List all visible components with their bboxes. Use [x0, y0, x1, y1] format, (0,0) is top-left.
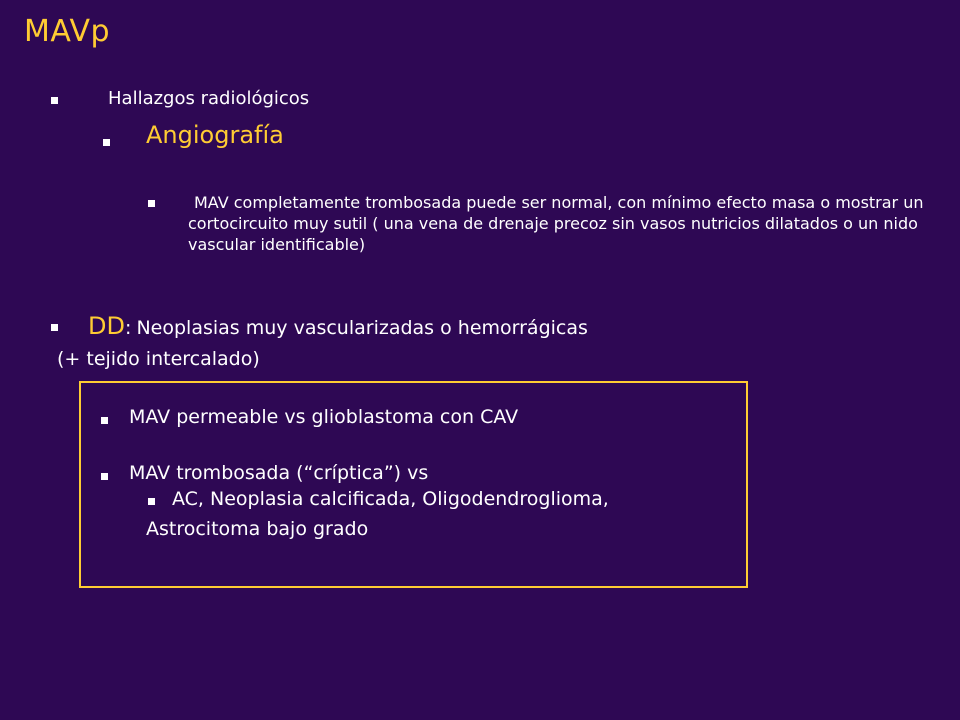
dd-continuation: (+ tejido intercalado)	[57, 348, 260, 370]
dd-label: DD	[88, 312, 125, 340]
bullet-square-icon	[51, 97, 58, 104]
bullet-square-icon	[101, 473, 108, 480]
slide-title: MAVp	[24, 14, 111, 49]
box-subitem-continuation: Astrocitoma bajo grado	[146, 518, 369, 540]
bullet-square-icon	[148, 498, 155, 505]
box-item-permeable: MAV permeable vs glioblastoma con CAV	[129, 406, 519, 428]
bullet-square-icon	[103, 139, 110, 146]
dd-line	[88, 312, 588, 340]
dd-text: Neoplasias muy vascularizadas o hemorrágicas	[136, 317, 588, 339]
bullet-square-icon	[148, 200, 155, 207]
box-subitem: AC, Neoplasia calcificada, Oligodendroglioma,	[172, 488, 609, 510]
subheading-angiografia: Angiografía	[146, 121, 284, 149]
box-item-trombosada: MAV trombosada (“críptica”) vs	[129, 462, 429, 484]
heading-hallazgos: Hallazgos radiológicos	[108, 88, 310, 109]
detail-paragraph: MAV completamente trombosada puede ser normal, con mínimo efecto masa o mostrar un cortocircuito muy sutil ( una vena de drenaje precoz sin vasos nutricios dilatados o un nido vascular identificable)	[188, 193, 924, 254]
bullet-square-icon	[101, 417, 108, 424]
dd-colon: :	[124, 317, 132, 339]
bullet-square-icon	[51, 324, 58, 331]
